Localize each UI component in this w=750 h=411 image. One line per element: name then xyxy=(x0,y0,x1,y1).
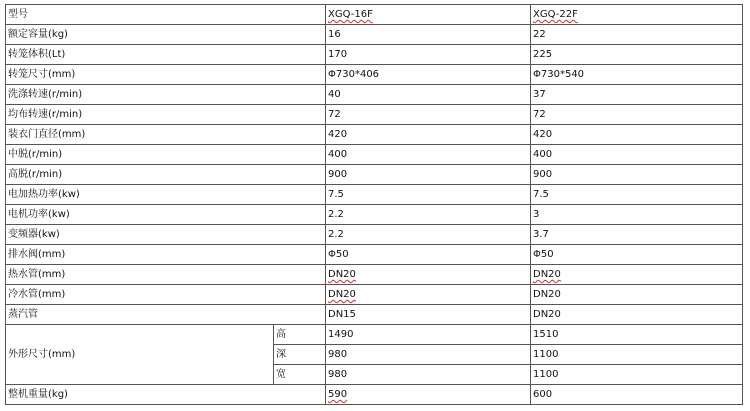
value-b-cell: 1100 xyxy=(531,365,743,385)
value-a-cell: 2.2 xyxy=(326,225,531,245)
value-b-cell: 900 xyxy=(531,165,743,185)
value-a-cell: Φ730*406 xyxy=(326,65,531,85)
param-cell: 中脱(r/min) xyxy=(6,145,326,165)
value-a-cell: Φ50 xyxy=(326,245,531,265)
param-cell: 转笼体积(Lt) xyxy=(6,45,326,65)
table-row xyxy=(6,205,743,225)
value-a-cell: 420 xyxy=(326,125,531,145)
value-b-text: DN20 xyxy=(533,269,561,280)
header-model-a-cell xyxy=(326,5,531,25)
value-b-cell: 3 xyxy=(531,205,743,225)
value-a-cell xyxy=(326,285,531,305)
value-b-cell: Φ730*540 xyxy=(531,65,743,85)
dimension-label-cell: 深 xyxy=(274,345,326,365)
param-cell: 电机功率(kw) xyxy=(6,205,326,225)
header-model-b-cell xyxy=(531,5,743,25)
table-row xyxy=(6,145,743,165)
table-row xyxy=(6,305,743,325)
value-b-cell: 22 xyxy=(531,25,743,45)
table-row xyxy=(6,65,743,85)
value-a-cell: 900 xyxy=(326,165,531,185)
value-b-cell: Φ50 xyxy=(531,245,743,265)
value-a-cell: 980 xyxy=(326,345,531,365)
table-row xyxy=(6,225,743,245)
param-cell: 蒸汽管 xyxy=(6,305,326,325)
value-a-cell: 40 xyxy=(326,85,531,105)
header-param-cell: 型号 xyxy=(6,5,326,25)
value-a-cell: 400 xyxy=(326,145,531,165)
table-row xyxy=(6,25,743,45)
table-row xyxy=(6,265,743,285)
dimension-label-cell: 高 xyxy=(274,325,326,345)
dimensions-param-cell: 外形尺寸(mm) xyxy=(6,325,274,385)
value-a-cell: 1490 xyxy=(326,325,531,345)
value-a-cell xyxy=(326,265,531,285)
table-row xyxy=(6,245,743,265)
param-cell: 高脱(r/min) xyxy=(6,165,326,185)
value-a-cell xyxy=(326,385,531,405)
table-row xyxy=(6,125,743,145)
param-cell: 额定容量(kg) xyxy=(6,25,326,45)
value-a-text: DN20 xyxy=(328,269,356,280)
table-row xyxy=(6,325,743,345)
param-cell: 排水阀(mm) xyxy=(6,245,326,265)
value-b-cell: 3.7 xyxy=(531,225,743,245)
value-b-cell: 225 xyxy=(531,45,743,65)
param-cell: 变频器(kw) xyxy=(6,225,326,245)
value-b-cell: DN20 xyxy=(531,305,743,325)
value-b-cell: 7.5 xyxy=(531,185,743,205)
value-b-cell xyxy=(531,265,743,285)
param-cell: 热水管(mm) xyxy=(6,265,326,285)
value-a-cell: 72 xyxy=(326,105,531,125)
param-cell: 电加热功率(kw) xyxy=(6,185,326,205)
model-a-label: XGQ-16F xyxy=(328,9,373,20)
value-b-cell: 1100 xyxy=(531,345,743,365)
value-a-cell: 16 xyxy=(326,25,531,45)
table-row xyxy=(6,45,743,65)
param-cell: 均布转速(r/min) xyxy=(6,105,326,125)
model-b-label: XGQ-22F xyxy=(533,9,578,20)
value-b-cell: 1510 xyxy=(531,325,743,345)
table-row xyxy=(6,165,743,185)
table-row xyxy=(6,385,743,405)
param-cell: 装衣门直径(mm) xyxy=(6,125,326,145)
value-b-cell: 72 xyxy=(531,105,743,125)
value-a-text: DN20 xyxy=(328,289,356,300)
value-a-cell: 980 xyxy=(326,365,531,385)
value-a-cell: DN15 xyxy=(326,305,531,325)
value-a-cell: 7.5 xyxy=(326,185,531,205)
param-cell: 冷水管(mm) xyxy=(6,285,326,305)
value-b-cell: 600 xyxy=(531,385,743,405)
value-b-cell: 37 xyxy=(531,85,743,105)
value-a-cell: 2.2 xyxy=(326,205,531,225)
value-a-cell: 170 xyxy=(326,45,531,65)
value-a-text: 590 xyxy=(328,389,348,400)
table-row xyxy=(6,85,743,105)
table-row xyxy=(6,5,743,25)
param-cell: 转笼尺寸(mm) xyxy=(6,65,326,85)
table-row xyxy=(6,285,743,305)
value-b-cell: DN20 xyxy=(531,285,743,305)
table-row xyxy=(6,105,743,125)
value-b-cell: 400 xyxy=(531,145,743,165)
table-row xyxy=(6,185,743,205)
spec-table xyxy=(5,4,743,405)
dimension-label-cell: 宽 xyxy=(274,365,326,385)
value-b-cell: 420 xyxy=(531,125,743,145)
param-cell: 洗涤转速(r/min) xyxy=(6,85,326,105)
weight-param-cell: 整机重量(kg) xyxy=(6,385,326,405)
